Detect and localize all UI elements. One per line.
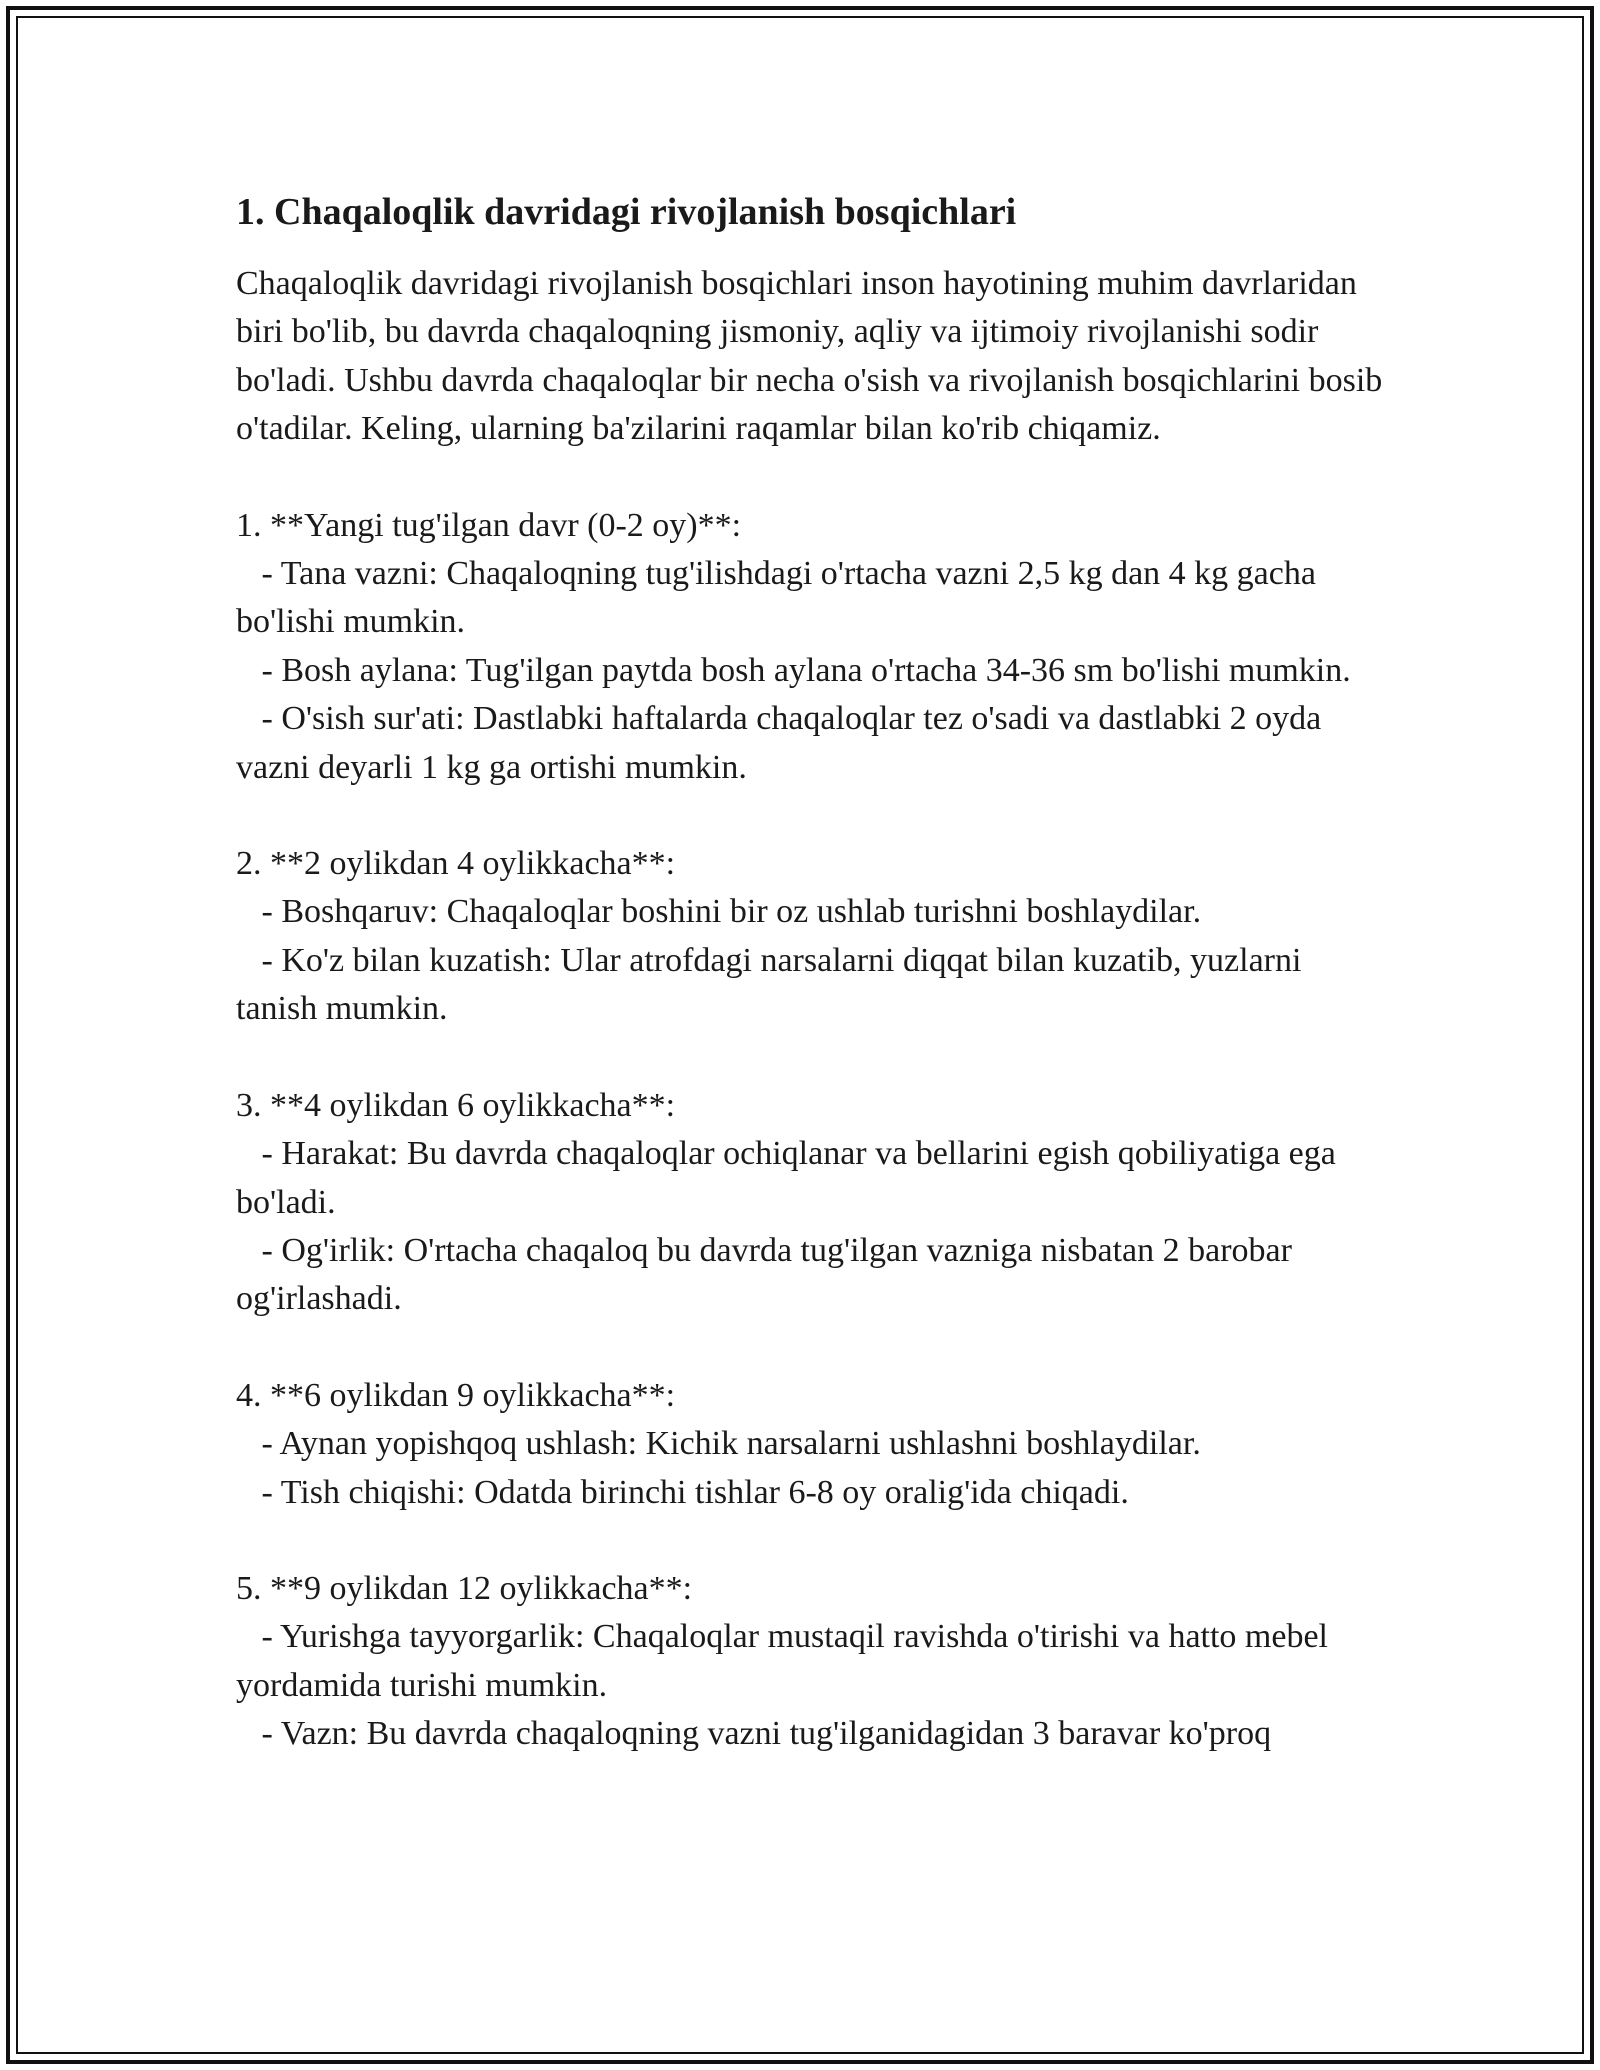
- section-6-9-months: [236, 1372, 1386, 1517]
- list-item: - Tish chiqishi: Odatda birinchi tishlar 6-8 oy oralig'ida chiqadi.: [261, 1473, 1129, 1511]
- section-heading: 2. **2 oylikdan 4 oylikkacha**:: [236, 845, 676, 883]
- section-newborn: [236, 502, 1386, 792]
- list-item: - Ko'z bilan kuzatish: Ular atrofdagi narsalarni diqqat bilan kuzatib, yuzlarni tanish mumkin.: [236, 941, 1302, 1028]
- section-2-4-months: [236, 840, 1386, 1034]
- list-item: - Aynan yopishqoq ushlash: Kichik narsalarni ushlashni boshlaydilar.: [261, 1425, 1201, 1463]
- intro-paragraph: Chaqaloqlik davridagi rivojlanish bosqichlari inson hayotining muhim davrlaridan biri bo'lib, bu davrda chaqaloqning jismoniy, aqliy va ijtimoiy rivojlanishi sodir bo'ladi. Ushbu davrda chaqaloqlar bir necha o'sish va rivojlanish bosqichlarini bosib o'tadilar. Keling, ularning ba'zilarini raqamlar bilan ko'rib chiqamiz.: [236, 265, 1383, 448]
- document-title: 1. Chaqaloqlik davridagi rivojlanish bosqichlari: [236, 191, 1017, 233]
- list-item: - O'sish sur'ati: Dastlabki haftalarda chaqaloqlar tez o'sadi va dastlabki 2 oyda vazni deyarli 1 kg ga ortishi mumkin.: [236, 700, 1322, 786]
- document-body: [236, 186, 1386, 1759]
- list-item: - Vazn: Bu davrda chaqaloqning vazni tug'ilganidagidan 3 baravar ko'proq: [261, 1715, 1272, 1753]
- list-item: - Bosh aylana: Tug'ilgan paytda bosh aylana o'rtacha 34-36 sm bo'lishi mumkin.: [261, 651, 1351, 689]
- section-heading: 4. **6 oylikdan 9 oylikkacha**:: [236, 1376, 676, 1414]
- section-heading: 1. **Yangi tug'ilgan davr (0-2 oy)**:: [236, 506, 742, 544]
- list-item: - Og'irlik: O'rtacha chaqaloq bu davrda tug'ilgan vazniga nisbatan 2 barobar og'irlashadi.: [236, 1231, 1292, 1318]
- list-item: - Boshqaruv: Chaqaloqlar boshini bir oz ushlab turishni boshlaydilar.: [261, 893, 1202, 931]
- list-item: - Harakat: Bu davrda chaqaloqlar ochiqlanar va bellarini egish qobiliyatiga ega bo'ladi.: [236, 1135, 1336, 1221]
- list-item: - Yurishga tayyorgarlik: Chaqaloqlar mustaqil ravishda o'tirishi va hatto mebel yordamida turishi mumkin.: [236, 1618, 1329, 1704]
- list-item: - Tana vazni: Chaqaloqning tug'ilishdagi o'rtacha vazni 2,5 kg dan 4 kg gacha bo'lishi mumkin.: [236, 555, 1316, 641]
- section-heading: 3. **4 oylikdan 6 oylikkacha**:: [236, 1086, 676, 1124]
- section-9-12-months: [236, 1565, 1386, 1759]
- section-4-6-months: [236, 1082, 1386, 1324]
- section-heading: 5. **9 oylikdan 12 oylikkacha**:: [236, 1569, 693, 1607]
